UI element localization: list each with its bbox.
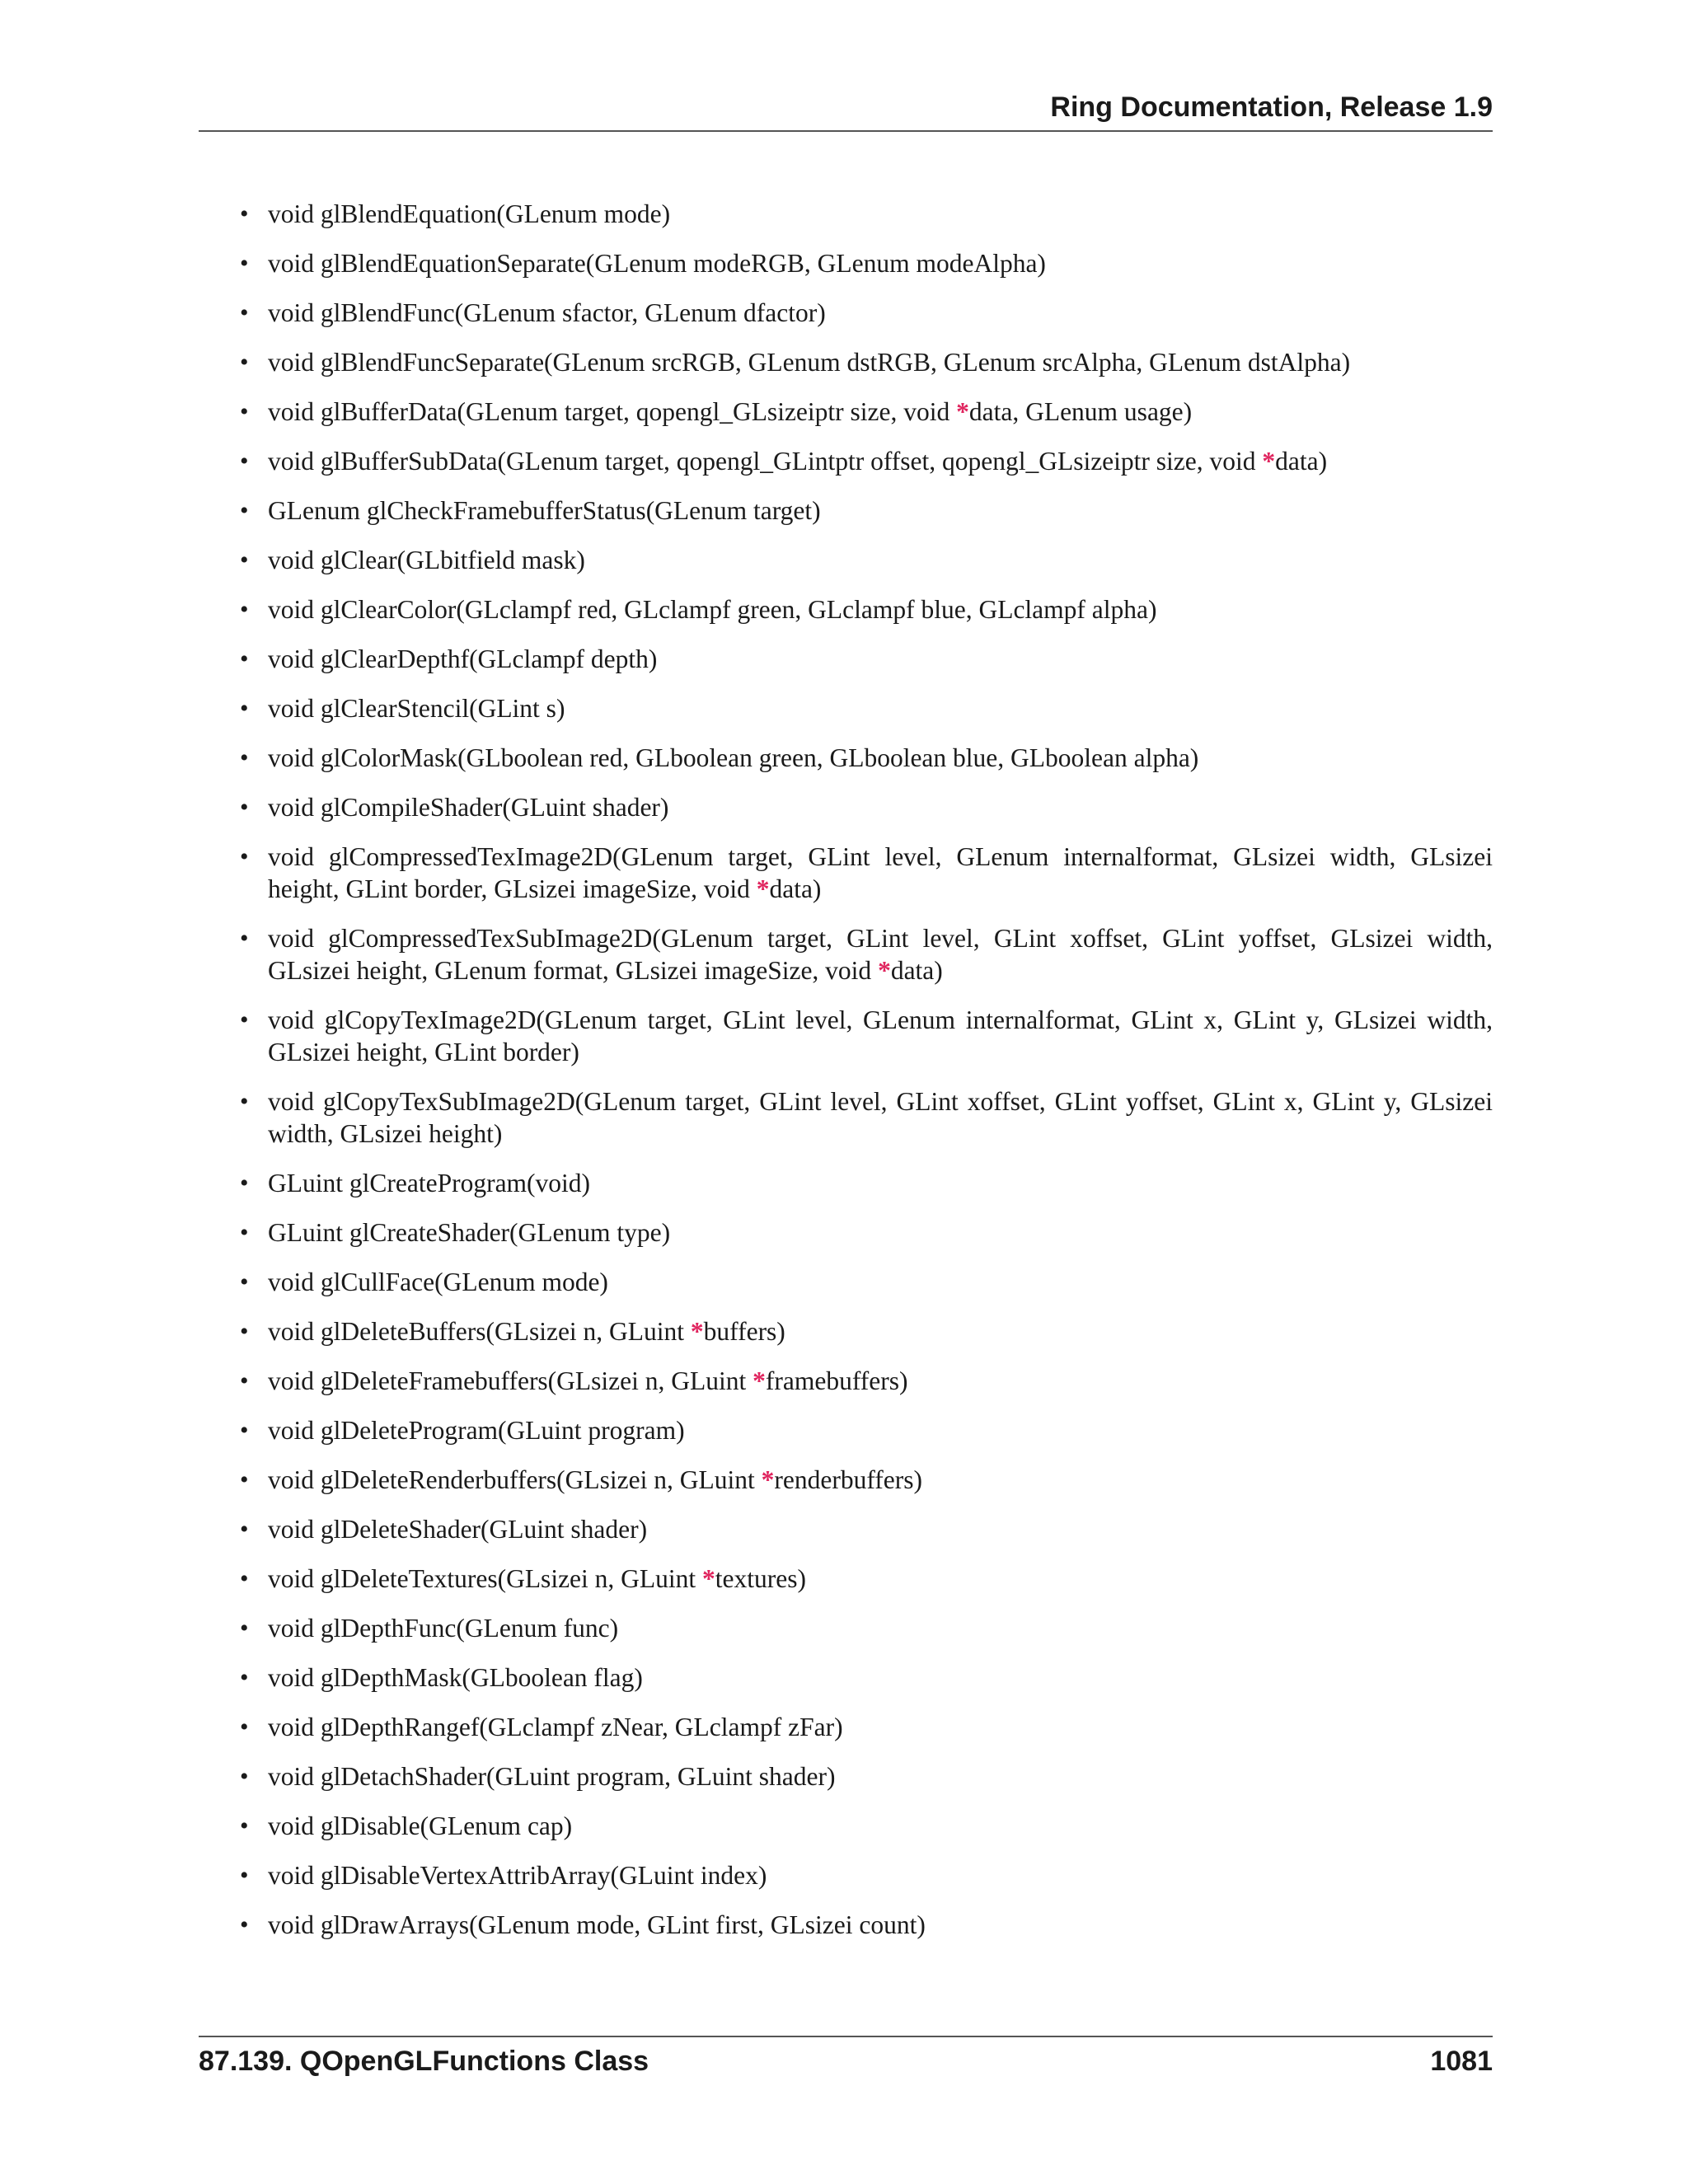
bullet-marker: • xyxy=(240,250,249,277)
bullet-marker: • xyxy=(240,645,249,673)
function-signature: void glCopyTexSubImage2D(GLenum target, GLint level, GLint xoffset, GLint yoffset, GLint x, GLint y, GLsizei width, GLsizei height) xyxy=(268,1087,1493,1148)
bullet-marker: • xyxy=(240,1466,249,1493)
function-list-item xyxy=(199,1810,1493,1842)
header-title: Ring Documentation, Release 1.9 xyxy=(1050,91,1493,123)
function-signature: void glCompressedTexImage2D(GLenum target, GLint level, GLenum internalformat, GLsizei width, GLsizei height, GLint border, GLsizei imageSize, void *data) xyxy=(268,842,1493,903)
function-signature: void glDepthMask(GLboolean flag) xyxy=(268,1663,643,1692)
function-list-item xyxy=(199,1216,1493,1249)
function-list-item xyxy=(199,1661,1493,1694)
function-signature: void glDeleteFramebuffers(GLsizei n, GLuint *framebuffers) xyxy=(268,1366,908,1395)
function-signature: void glDeleteBuffers(GLsizei n, GLuint *buffers) xyxy=(268,1317,785,1346)
function-signature: void glCullFace(GLenum mode) xyxy=(268,1268,608,1296)
function-list-item xyxy=(199,922,1493,987)
function-list-item xyxy=(199,1464,1493,1496)
bullet-marker: • xyxy=(240,349,249,376)
function-list-item xyxy=(199,1085,1493,1150)
bullet-marker: • xyxy=(240,1516,249,1543)
function-signature: void glDepthRangef(GLclampf zNear, GLclampf zFar) xyxy=(268,1713,843,1741)
function-list xyxy=(199,198,1493,1941)
bullet-marker: • xyxy=(240,497,249,524)
bullet-marker: • xyxy=(240,794,249,821)
bullet-marker: • xyxy=(240,695,249,722)
function-signature: void glBlendEquationSeparate(GLenum modeRGB, GLenum modeAlpha) xyxy=(268,249,1046,278)
function-list-item xyxy=(199,1315,1493,1347)
page-header xyxy=(199,89,1493,132)
function-list-item xyxy=(199,346,1493,378)
function-signature: void glBlendEquation(GLenum mode) xyxy=(268,199,671,228)
function-list-item xyxy=(199,1711,1493,1743)
function-list-item xyxy=(199,544,1493,576)
function-signature: void glDeleteRenderbuffers(GLsizei n, GLuint *renderbuffers) xyxy=(268,1465,922,1494)
function-list-item xyxy=(199,1004,1493,1068)
bullet-marker: • xyxy=(240,200,249,227)
function-list-item xyxy=(199,1266,1493,1298)
bullet-marker: • xyxy=(240,1615,249,1642)
function-signature: void glDeleteProgram(GLuint program) xyxy=(268,1416,685,1445)
bullet-marker: • xyxy=(240,744,249,771)
bullet-marker: • xyxy=(240,1219,249,1246)
function-signature: void glClearDepthf(GLclampf depth) xyxy=(268,644,658,673)
function-list-item xyxy=(199,742,1493,774)
bullet-marker: • xyxy=(240,1812,249,1840)
page-footer xyxy=(199,2036,1493,2087)
bullet-marker: • xyxy=(240,1911,249,1938)
function-signature: void glDrawArrays(GLenum mode, GLint first, GLsizei count) xyxy=(268,1910,926,1939)
function-list-item xyxy=(199,841,1493,905)
bullet-marker: • xyxy=(240,299,249,326)
function-list-item xyxy=(199,247,1493,279)
bullet-marker: • xyxy=(240,1169,249,1197)
function-signature: void glDepthFunc(GLenum func) xyxy=(268,1614,619,1643)
function-signature: void glDisableVertexAttribArray(GLuint index) xyxy=(268,1861,767,1890)
function-signature: void glDetachShader(GLuint program, GLuint shader) xyxy=(268,1762,836,1791)
function-list-item xyxy=(199,1859,1493,1891)
bullet-marker: • xyxy=(240,1862,249,1889)
function-list-item xyxy=(199,593,1493,626)
function-list-item xyxy=(199,445,1493,477)
bullet-marker: • xyxy=(240,596,249,623)
function-signature: void glBlendFuncSeparate(GLenum srcRGB, GLenum dstRGB, GLenum srcAlpha, GLenum dstAlpha) xyxy=(268,348,1351,377)
function-signature: void glBufferSubData(GLenum target, qopengl_GLintptr offset, qopengl_GLsizeiptr size, void *data) xyxy=(268,447,1328,476)
bullet-marker: • xyxy=(240,925,249,952)
function-list-item xyxy=(199,297,1493,329)
function-list-item xyxy=(199,1167,1493,1199)
bullet-marker: • xyxy=(240,448,249,475)
bullet-marker: • xyxy=(240,843,249,870)
function-list-item xyxy=(199,494,1493,527)
bullet-marker: • xyxy=(240,546,249,574)
bullet-marker: • xyxy=(240,1664,249,1691)
function-signature: void glClear(GLbitfield mask) xyxy=(268,546,585,574)
function-signature: void glCompileShader(GLuint shader) xyxy=(268,793,669,822)
footer-section-title: 87.139. QOpenGLFunctions Class xyxy=(199,2046,649,2077)
function-list-item xyxy=(199,1760,1493,1793)
function-list-item xyxy=(199,791,1493,823)
function-signature: void glBufferData(GLenum target, qopengl_GLsizeiptr size, void *data, GLenum usage) xyxy=(268,397,1193,426)
function-signature: void glColorMask(GLboolean red, GLboolean green, GLboolean blue, GLboolean alpha) xyxy=(268,743,1199,772)
bullet-marker: • xyxy=(240,1318,249,1345)
function-signature: void glDeleteTextures(GLsizei n, GLuint *textures) xyxy=(268,1564,806,1593)
function-signature: GLuint glCreateShader(GLenum type) xyxy=(268,1218,671,1247)
function-signature: void glClearColor(GLclampf red, GLclampf green, GLclampf blue, GLclampf alpha) xyxy=(268,595,1157,624)
function-signature: GLenum glCheckFramebufferStatus(GLenum target) xyxy=(268,496,821,525)
bullet-marker: • xyxy=(240,1088,249,1115)
bullet-marker: • xyxy=(240,1713,249,1741)
function-list-item xyxy=(199,1513,1493,1545)
bullet-marker: • xyxy=(240,1268,249,1296)
function-list-item xyxy=(199,692,1493,724)
function-list-item xyxy=(199,1612,1493,1644)
bullet-marker: • xyxy=(240,398,249,425)
page-number: 1081 xyxy=(1430,2046,1493,2077)
function-signature: void glBlendFunc(GLenum sfactor, GLenum dfactor) xyxy=(268,298,826,327)
function-signature: void glDeleteShader(GLuint shader) xyxy=(268,1515,648,1544)
bullet-marker: • xyxy=(240,1417,249,1444)
function-list-item xyxy=(199,198,1493,230)
function-list-item xyxy=(199,1909,1493,1941)
function-signature: void glDisable(GLenum cap) xyxy=(268,1811,573,1840)
function-signature: void glClearStencil(GLint s) xyxy=(268,694,565,723)
function-signature: void glCopyTexImage2D(GLenum target, GLint level, GLenum internalformat, GLint x, GLint y, GLsizei width, GLsizei height, GLint border) xyxy=(268,1005,1493,1066)
function-signature: void glCompressedTexSubImage2D(GLenum target, GLint level, GLint xoffset, GLint yoffset, GLsizei width, GLsizei height, GLenum format, GLsizei imageSize, void *data) xyxy=(268,924,1493,985)
bullet-marker: • xyxy=(240,1367,249,1394)
function-list-item xyxy=(199,643,1493,675)
function-signature: GLuint glCreateProgram(void) xyxy=(268,1169,591,1197)
function-list-item xyxy=(199,396,1493,428)
function-list-item xyxy=(199,1414,1493,1446)
main-content xyxy=(199,198,1493,1958)
function-list-item xyxy=(199,1365,1493,1397)
function-list-item xyxy=(199,1563,1493,1595)
bullet-marker: • xyxy=(240,1006,249,1033)
bullet-marker: • xyxy=(240,1763,249,1790)
bullet-marker: • xyxy=(240,1565,249,1592)
